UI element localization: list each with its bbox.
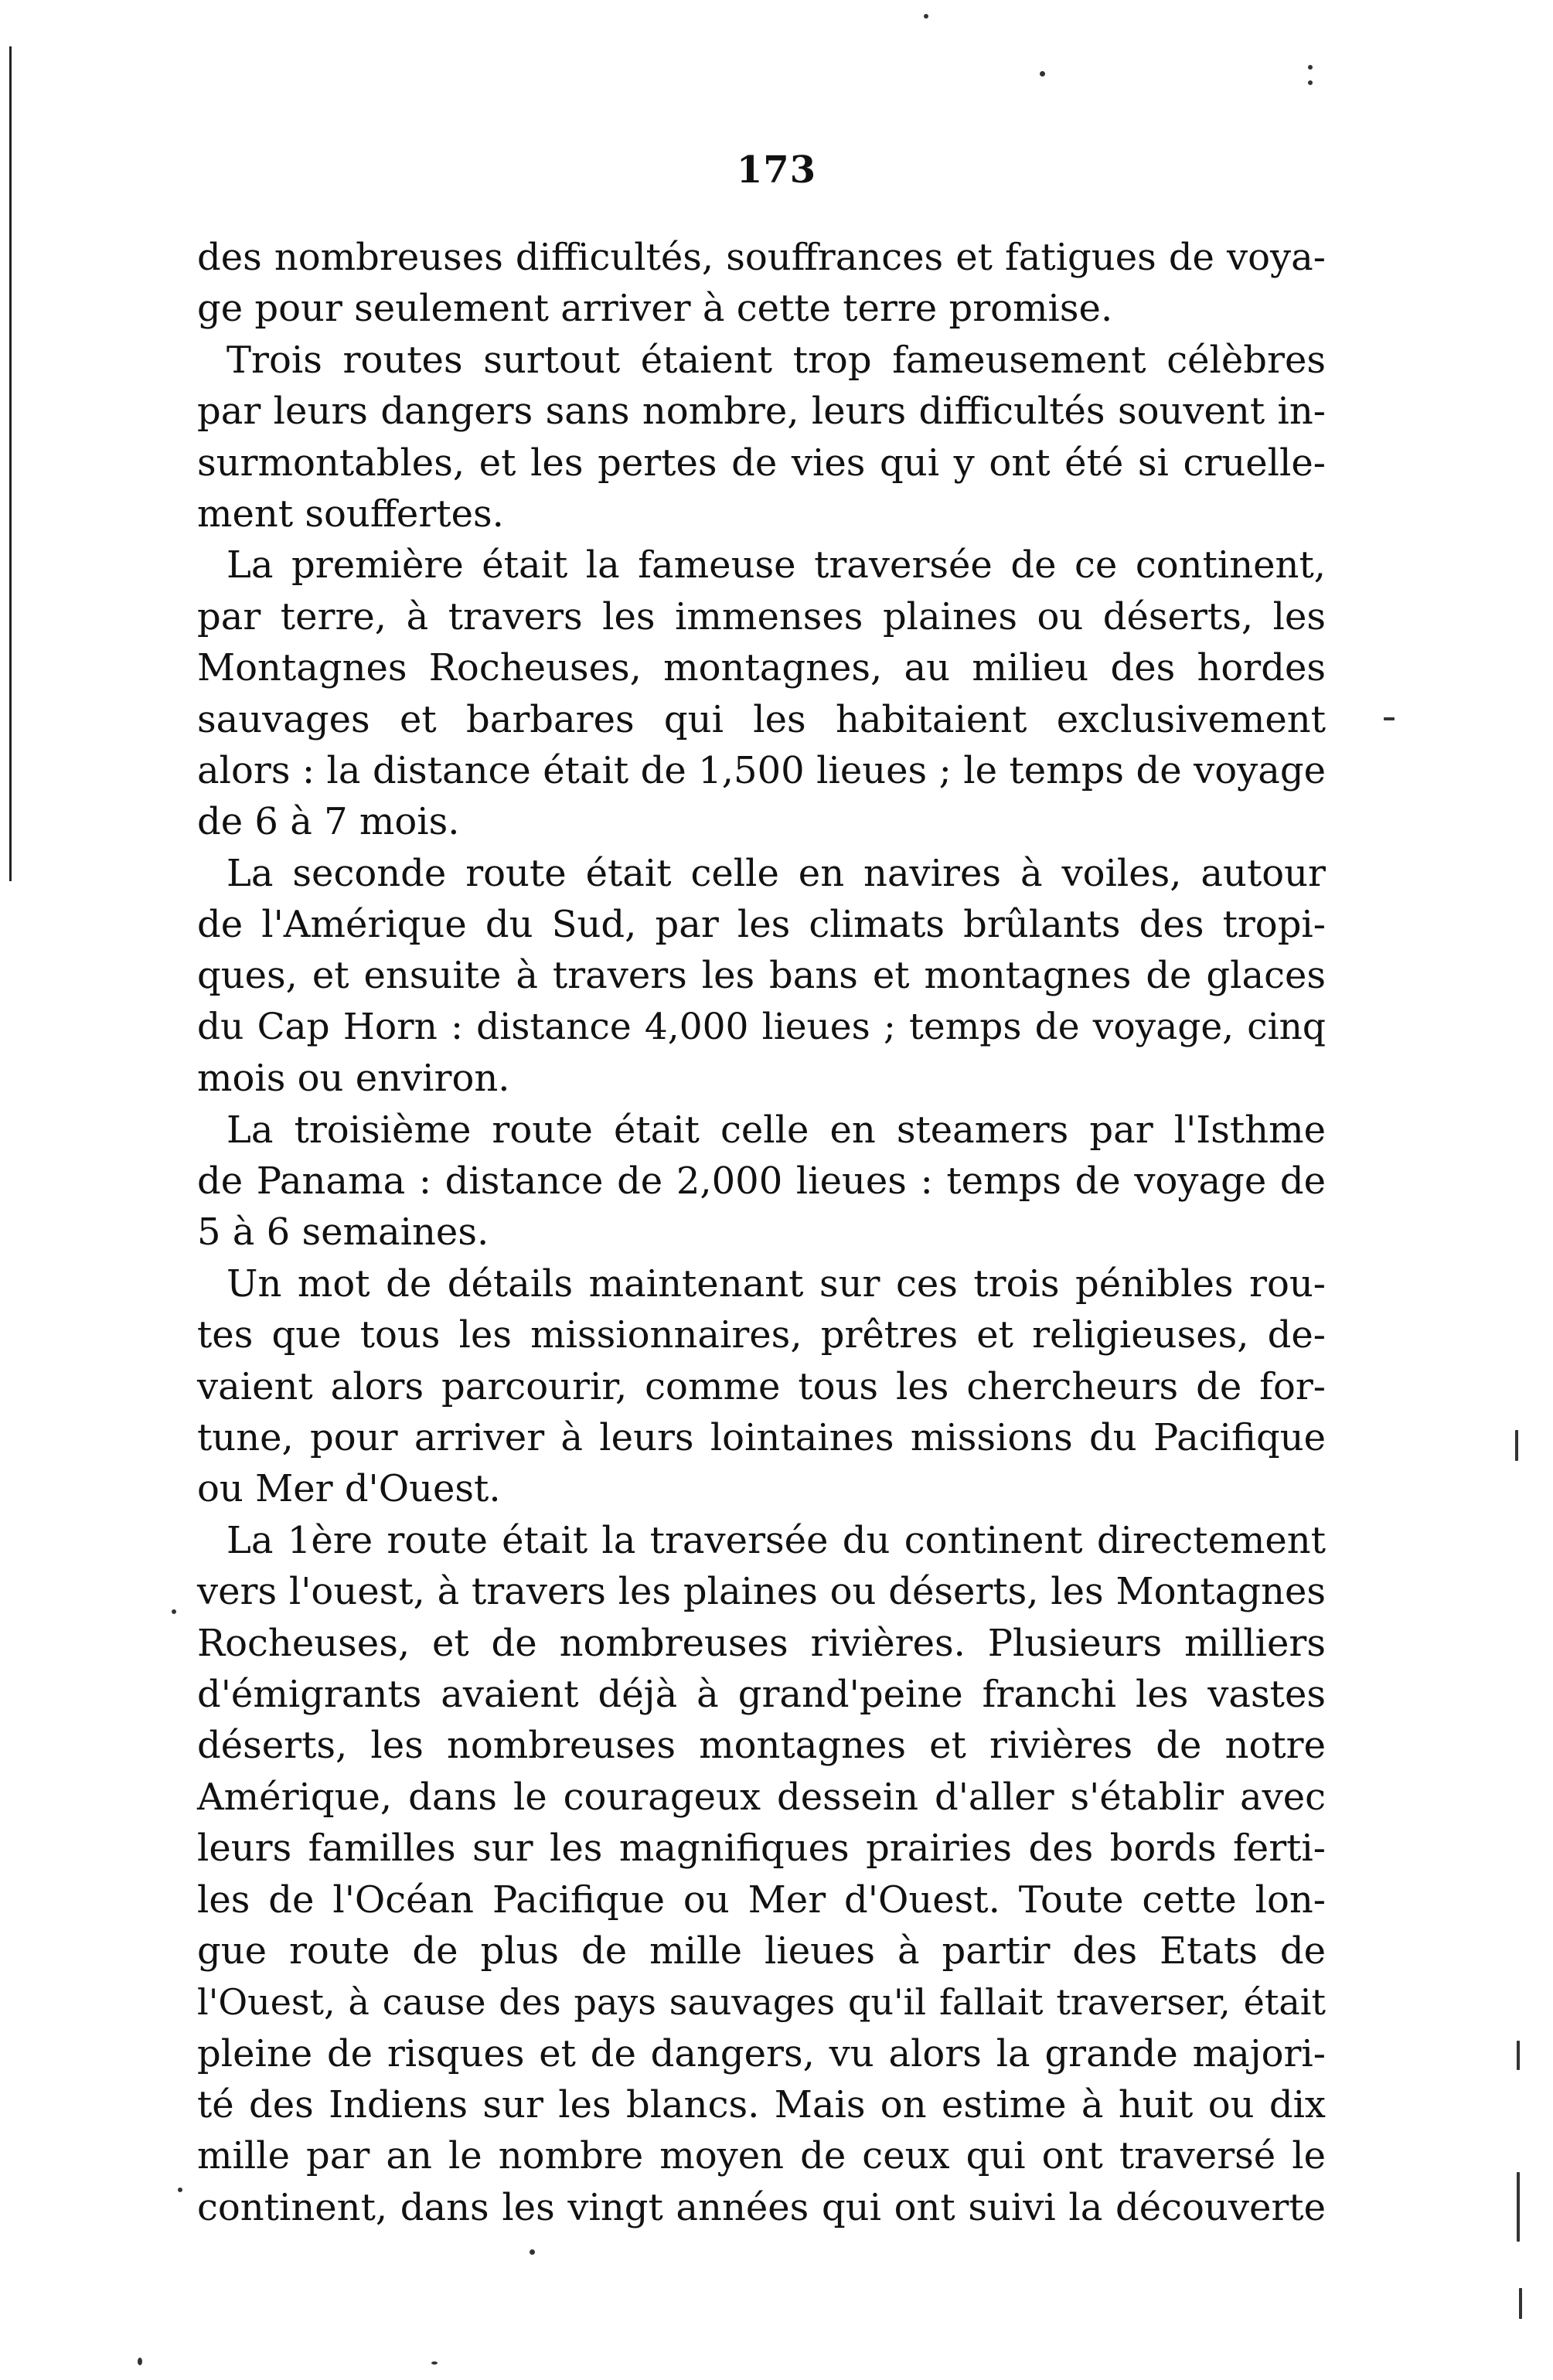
print-speck xyxy=(1040,71,1045,77)
text-line: les de l'Océan Pacifique ou Mer d'Ouest. Toute cette lon- xyxy=(197,1878,1326,1922)
text-line: l'Ouest, à cause des pays sauvages qu'il fallait traverser, était xyxy=(197,1981,1326,2024)
print-speck xyxy=(1519,2288,1522,2319)
print-speck xyxy=(1515,1430,1518,1461)
print-speck xyxy=(530,2249,535,2255)
text-line: La troisième route était celle en steamers par l'Isthme xyxy=(226,1108,1326,1152)
text-line: gue route de plus de mille lieues à partir des Etats de xyxy=(197,1929,1326,1973)
print-speck xyxy=(178,2188,182,2192)
text-line: ge pour seulement arriver à cette terre promise. xyxy=(197,287,1113,331)
body-text xyxy=(197,232,1326,2233)
text-line: continent, dans les vingt années qui ont suivi la découverte xyxy=(197,2185,1326,2229)
text-line: La seconde route était celle en navires à voiles, autour xyxy=(226,851,1326,895)
page-number: 173 xyxy=(736,148,817,192)
text-line: vers l'ouest, à travers les plaines ou déserts, les Montagnes xyxy=(197,1570,1326,1614)
print-speck xyxy=(1517,2172,1520,2242)
text-line: Rocheuses, et de nombreuses rivières. Plusieurs milliers xyxy=(197,1621,1326,1665)
text-line: La première était la fameuse traversée de ce continent, xyxy=(226,543,1326,587)
text-line: des nombreuses difficultés, souffrances et fatigues de voya- xyxy=(197,236,1326,279)
print-speck xyxy=(1517,2041,1520,2070)
text-line: tes que tous les missionnaires, prêtres et religieuses, de- xyxy=(197,1313,1326,1357)
text-line: mois ou environ. xyxy=(197,1057,510,1101)
text-line: d'émigrants avaient déjà à grand'peine franchi les vastes xyxy=(197,1672,1326,1716)
text-line: ques, et ensuite à travers les bans et montagnes de glaces xyxy=(197,954,1326,998)
print-speck xyxy=(1384,717,1395,720)
text-line: alors : la distance était de 1,500 lieues ; le temps de voyage xyxy=(197,748,1326,792)
text-line: ou Mer d'Ouest. xyxy=(197,1467,501,1511)
print-speck xyxy=(1308,65,1313,70)
text-line: de l'Amérique du Sud, par les climats brûlants des tropi- xyxy=(197,903,1326,947)
text-line: par leurs dangers sans nombre, leurs difficultés souvent in- xyxy=(197,390,1326,434)
text-line: 5 à 6 semaines. xyxy=(197,1210,489,1255)
print-speck xyxy=(431,2361,438,2365)
text-line: Un mot de détails maintenant sur ces trois pénibles rou- xyxy=(226,1262,1326,1306)
text-line: pleine de risques et de dangers, vu alors la grande majori- xyxy=(197,2031,1326,2075)
print-speck xyxy=(1308,80,1313,85)
text-line: sauvages et barbares qui les habitaient exclusivement xyxy=(197,697,1326,741)
print-speck xyxy=(138,2358,142,2365)
text-line: tune, pour arriver à leurs lointaines missions du Pacifique xyxy=(197,1415,1326,1459)
text-line: vaient alors parcourir, comme tous les chercheurs de for- xyxy=(197,1364,1326,1408)
text-line: té des Indiens sur les blancs. Mais on estime à huit ou dix xyxy=(197,2083,1326,2127)
print-speck xyxy=(172,1609,176,1614)
text-line: mille par an le nombre moyen de ceux qui ont traversé le xyxy=(197,2134,1326,2178)
text-line: du Cap Horn : distance 4,000 lieues ; temps de voyage, cinq xyxy=(197,1005,1326,1048)
text-line: La 1ère route était la traversée du continent directement xyxy=(226,1518,1326,1562)
text-line: ment souffertes. xyxy=(197,492,504,536)
text-line: Amérique, dans le courageux dessein d'aller s'établir avec xyxy=(197,1775,1326,1819)
text-line: surmontables, et les pertes de vies qui y ont été si cruelle- xyxy=(197,441,1326,485)
text-line: Trois routes surtout étaient trop fameusement célèbres xyxy=(226,338,1326,382)
text-line: déserts, les nombreuses montagnes et rivières de notre xyxy=(197,1724,1326,1768)
print-speck xyxy=(924,14,928,19)
text-line: de 6 à 7 mois. xyxy=(197,800,460,844)
text-line: par terre, à travers les immenses plaines ou déserts, les xyxy=(197,594,1326,638)
text-line: Montagnes Rocheuses, montagnes, au milieu des hordes xyxy=(197,646,1326,690)
text-line: de Panama : distance de 2,000 lieues : temps de voyage de xyxy=(197,1159,1326,1204)
text-line: leurs familles sur les magnifiques prairies des bords ferti- xyxy=(197,1827,1326,1871)
